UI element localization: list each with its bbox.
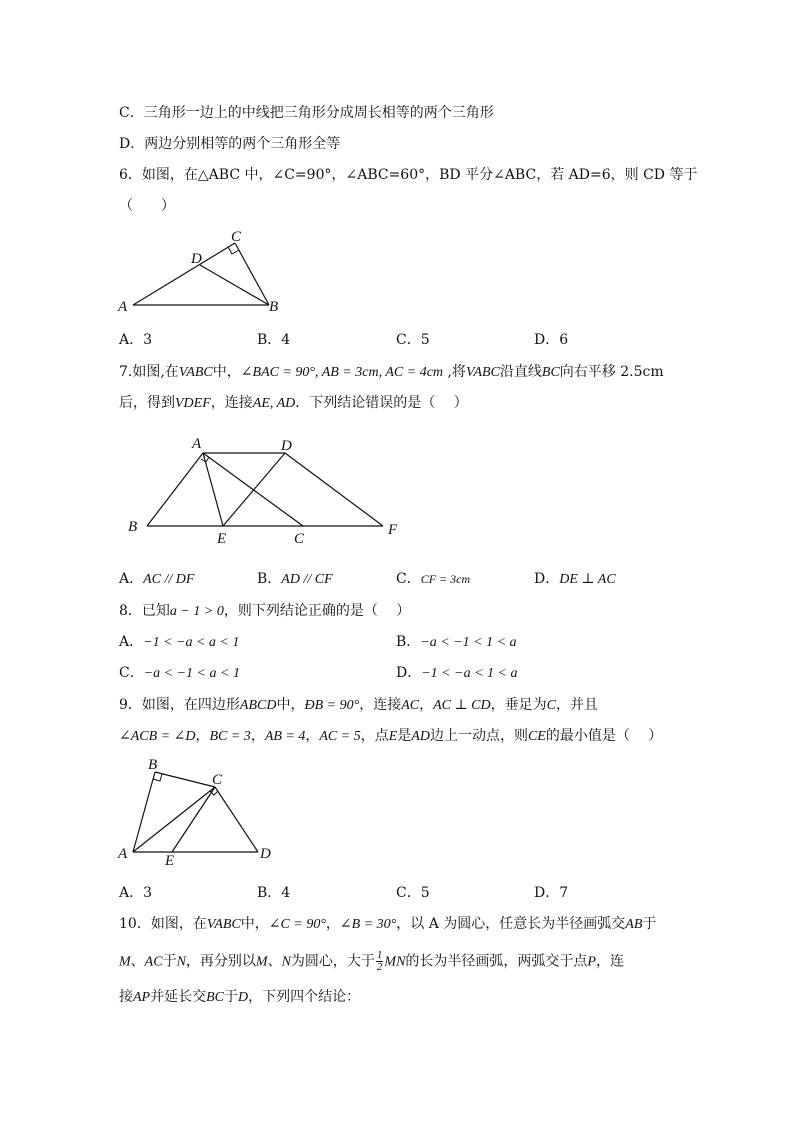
q9-side-cd bbox=[215, 787, 258, 852]
q10-stem-line1: 10．如图，在VABC中，∠C = 90°，∠B = 30°，以 A 为圆心，任意长为半径画弧交AB于 bbox=[119, 916, 657, 932]
q7-figure bbox=[125, 433, 405, 548]
q6-option-c: C．5 bbox=[396, 332, 430, 348]
q6-option-a: A．3 bbox=[119, 332, 153, 348]
q10-stem-line2: M、AC于N，再分别以M、N为圆心，大于 $\frac{1}{2}$ MN的长为半径画弧，两弧交于点P，连 bbox=[119, 949, 624, 973]
q6-paren: （ ） bbox=[119, 198, 175, 214]
q7-option-d: D．DE ⊥ AC bbox=[534, 571, 616, 587]
q6-label-a: A bbox=[118, 299, 128, 315]
q7-label-f: F bbox=[388, 522, 398, 538]
q6-label-d: D bbox=[191, 251, 202, 267]
q7-side-ae bbox=[203, 453, 223, 526]
q7-label-d: D bbox=[281, 438, 292, 454]
q8-option-b: B．−a < −1 < 1 < a bbox=[396, 634, 517, 650]
q7-side-ac bbox=[203, 453, 303, 526]
q5-option-d: D．两边分别相等的两个三角形全等 bbox=[119, 136, 341, 152]
q9-side-bc bbox=[155, 772, 215, 787]
q6-option-d: D．6 bbox=[534, 332, 569, 348]
q8-option-a: A．−1 < −a < a < 1 bbox=[119, 634, 240, 650]
q7-label-b: B bbox=[128, 519, 138, 535]
q6-label-b: B bbox=[269, 299, 279, 315]
q7-side-df bbox=[285, 453, 383, 526]
q9-segment-ce bbox=[172, 787, 215, 852]
q9-option-b: B．4 bbox=[257, 885, 291, 901]
q7-label-e: E bbox=[217, 531, 227, 547]
q9-label-a: A bbox=[118, 846, 128, 862]
q7-label-a: A bbox=[192, 436, 202, 452]
q7-option-a: A．AC // DF bbox=[119, 571, 195, 587]
q7-side-ab bbox=[147, 453, 203, 526]
q9-label-e: E bbox=[165, 853, 175, 869]
q9-label-c: C bbox=[212, 772, 223, 788]
q5-option-c: C．三角形一边上的中线把三角形分成周长相等的两个三角形 bbox=[119, 105, 494, 121]
q10-stem-line3: 接AP并延长交BC于D，下列四个结论： bbox=[119, 989, 361, 1005]
q9-option-d: D．7 bbox=[534, 885, 569, 901]
q9-diagonal-ac bbox=[133, 787, 215, 852]
q9-label-b: B bbox=[148, 757, 158, 773]
q6-label-c: C bbox=[231, 229, 242, 245]
q9-figure bbox=[115, 757, 285, 869]
q6-figure bbox=[115, 225, 290, 320]
q8-option-d: D．−1 < −a < 1 < a bbox=[396, 665, 518, 681]
q7-label-c: C bbox=[294, 531, 305, 547]
q7-stem-line1: 7.如图,在VABC中，∠BAC = 90°, AB = 3cm, AC = 4cm ,将VABC沿直线BC向右平移 2.5cm bbox=[119, 364, 664, 380]
q8-option-c: C．−a < −1 < a < 1 bbox=[119, 665, 240, 681]
q6-option-b: B．4 bbox=[257, 332, 291, 348]
q9-label-d: D bbox=[260, 846, 271, 862]
q9-option-a: A．3 bbox=[119, 885, 153, 901]
q9-stem-line1: 9．如图，在四边形ABCD中，ÐB = 90°，连接AC，AC ⊥ CD，垂足为C，并且 bbox=[119, 697, 598, 713]
q10-fraction-half: $\frac{1}{2}$ bbox=[376, 949, 383, 973]
q8-stem: 8．已知a − 1 > 0，则下列结论正确的是（ ） bbox=[119, 603, 411, 619]
q6-side-ac bbox=[133, 243, 235, 305]
q9-option-c: C．5 bbox=[396, 885, 430, 901]
q9-side-ab bbox=[133, 772, 155, 852]
q7-stem-line2: 后，得到VDEF，连接AE, AD．下列结论错误的是（ ） bbox=[119, 395, 468, 411]
q7-side-de bbox=[223, 453, 285, 526]
q7-option-c: C．CF = 3cm bbox=[396, 571, 471, 587]
q6-stem: 6．如图，在△ABC 中，∠C=90°，∠ABC=60°，BD 平分∠ABC，若 AD=6，则 CD 等于 bbox=[119, 167, 698, 183]
q7-option-b: B．AD // CF bbox=[257, 571, 333, 587]
q9-stem-line2: ∠ACB = ∠D，BC = 3，AB = 4，AC = 5，点E是AD边上一动点，则CE的最小值是（ ） bbox=[119, 728, 663, 744]
